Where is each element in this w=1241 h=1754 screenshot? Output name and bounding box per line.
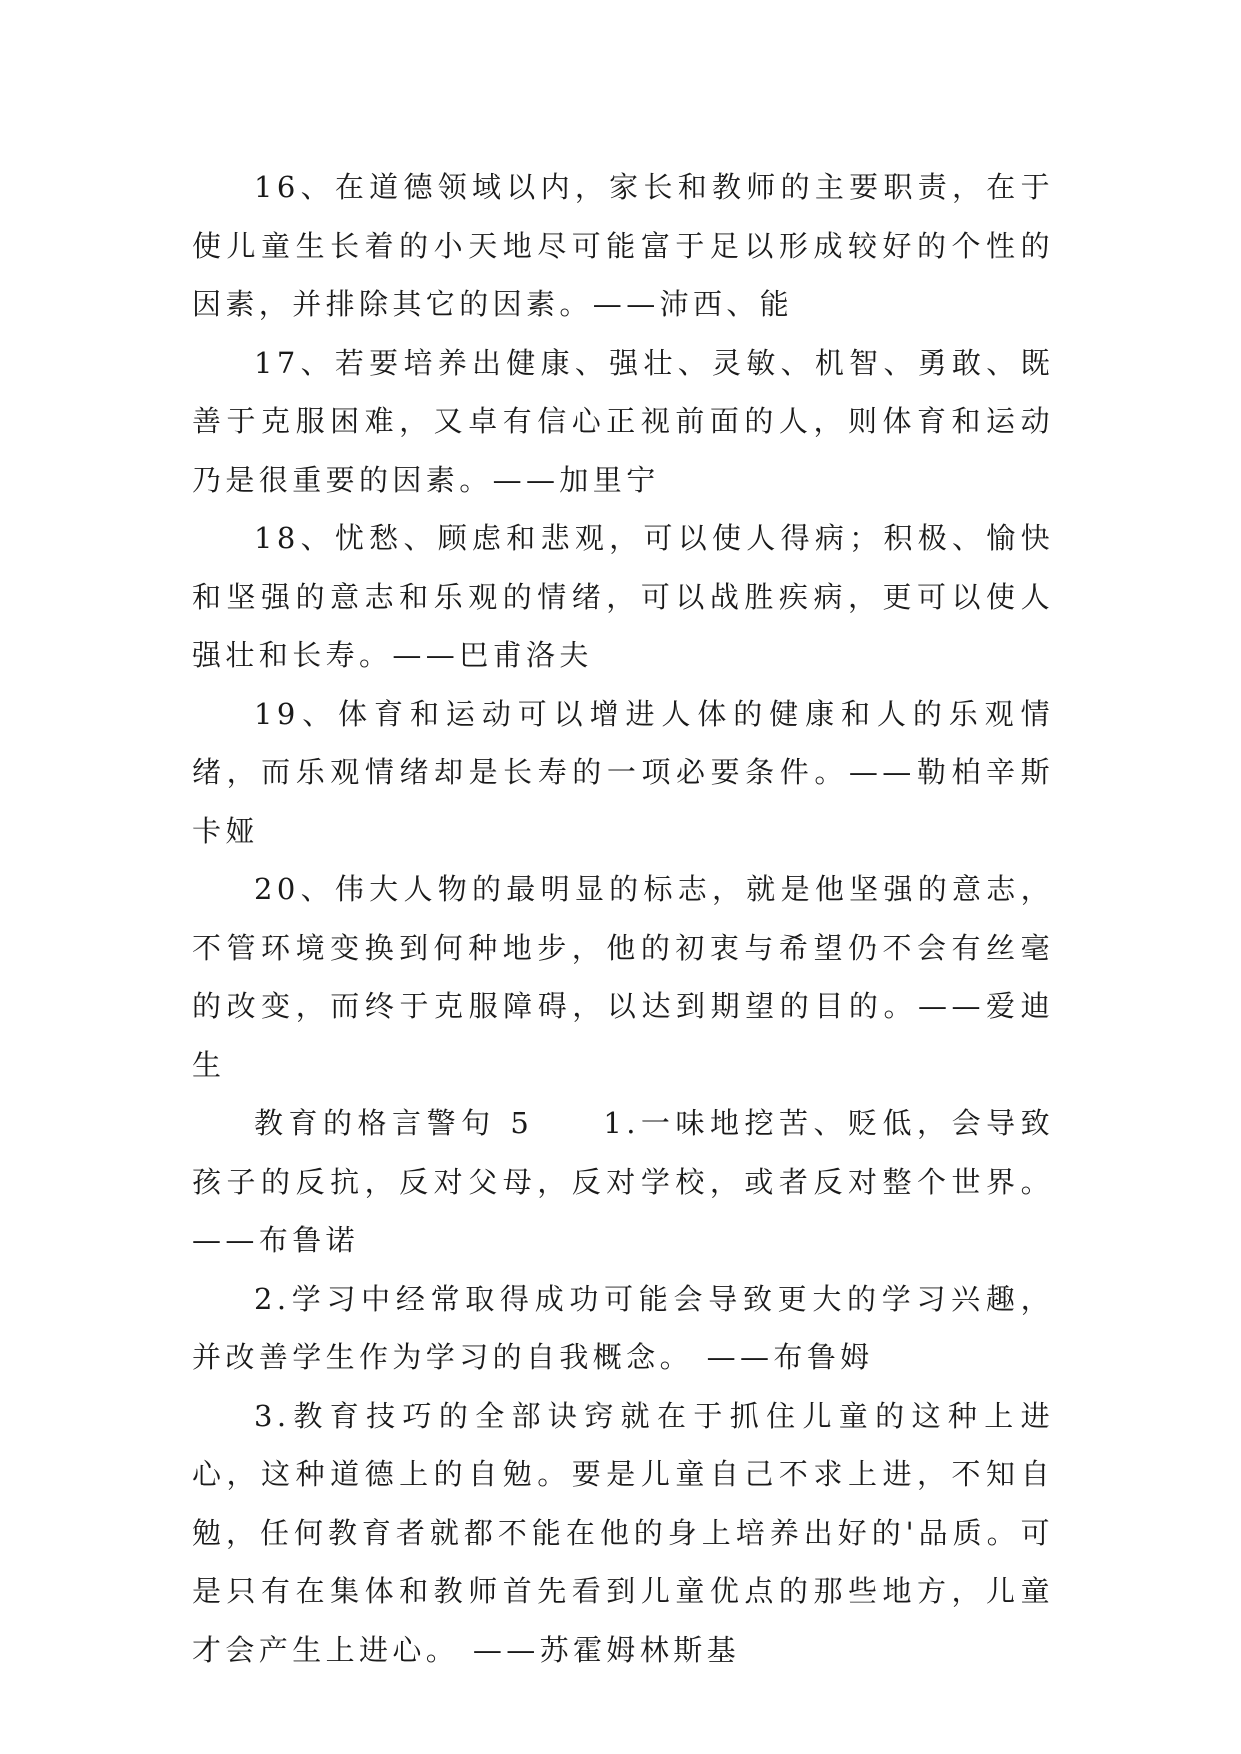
quote-paragraph-17: 17、若要培养出健康、强壮、灵敏、机智、勇敢、既善于克服困难，又卓有信心正视前面的人，则体育和运动乃是很重要的因素。——加里宁 [192, 345, 1054, 497]
quote-paragraph-16: 16、在道德领域以内，家长和教师的主要职责，在于使儿童生长着的小天地尽可能富于足以形成较好的个性的因素，并排除其它的因素。——沛西、能 [192, 170, 1054, 321]
section-5-quote-3: 3.教育技巧的全部诀窍就在于抓住儿童的这种上进心，这种道德上的自勉。要是儿童自己不求上进，不知自勉，任何教育者就都不能在他的身上培养出好的'品质。可是只有在集体和教师首先看到儿童优点的那些地方，儿童才会产生上进心。 ——苏霍姆林斯基 [192, 1398, 1054, 1667]
section-5-quote-1: 教育的格言警句 5 1.一味地挖苦、贬低，会导致孩子的反抗，反对父母，反对学校，或者反对整个世界。 ——布鲁诺 [192, 1106, 1054, 1257]
quote-paragraph-20: 20、伟大人物的最明显的标志，就是他坚强的意志，不管环境变换到何种地步，他的初衷与希望仍不会有丝毫的改变，而终于克服障碍，以达到期望的目的。——爱迪生 [192, 872, 1054, 1082]
quote-paragraph-19: 19、体育和运动可以增进人体的健康和人的乐观情绪，而乐观情绪却是长寿的一项必要条件。——勒柏辛斯卡娅 [192, 696, 1054, 848]
document-body [192, 158, 1054, 1679]
section-5-quote-2: 2.学习中经常取得成功可能会导致更大的学习兴趣，并改善学生作为学习的自我概念。 ——布鲁姆 [192, 1281, 1054, 1374]
quote-paragraph-18: 18、忧愁、顾虑和悲观，可以使人得病；积极、愉快和坚强的意志和乐观的情绪，可以战胜疾病，更可以使人强壮和长寿。——巴甫洛夫 [192, 521, 1054, 672]
